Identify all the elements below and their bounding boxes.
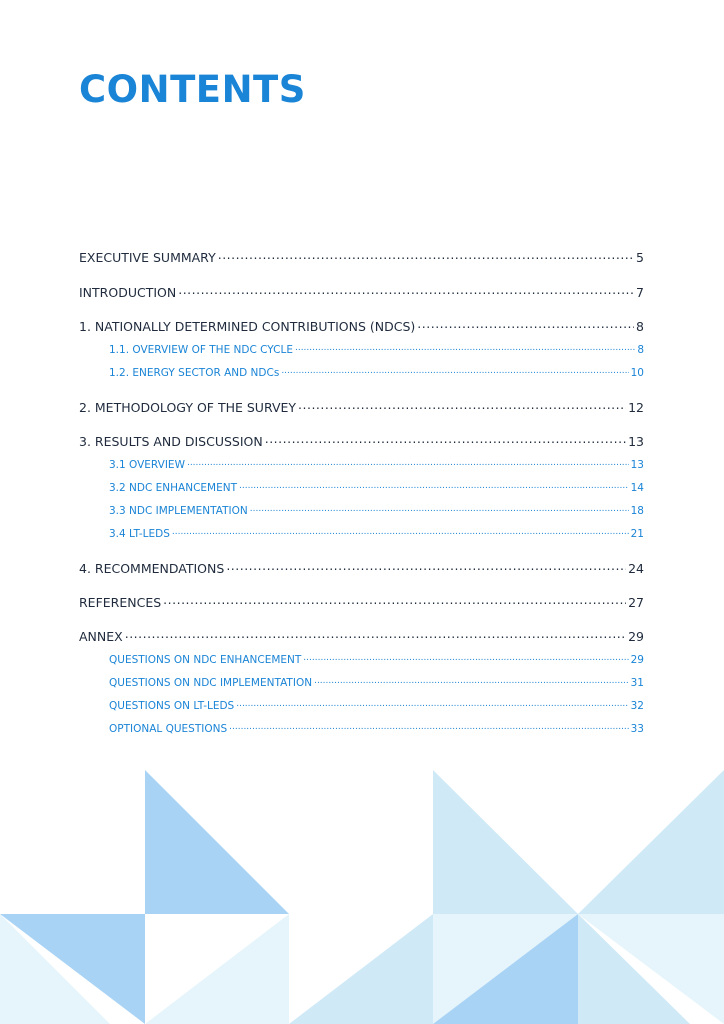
toc-entry-page: 27 <box>628 594 644 610</box>
dot-leader <box>229 721 628 732</box>
toc-entry-page: 12 <box>628 399 644 415</box>
toc-entry-annex[interactable] <box>79 628 644 644</box>
toc-entry-page: 33 <box>630 722 644 735</box>
toc-entry-page: 7 <box>636 284 644 300</box>
toc-subentry-1-1[interactable] <box>109 342 644 356</box>
page-title: CONTENTS <box>79 68 306 111</box>
toc-entry-label: 1.1. OVERVIEW OF THE NDC CYCLE <box>109 343 293 356</box>
toc-entry-page: 5 <box>636 249 644 265</box>
toc-entry-page: 18 <box>630 504 644 517</box>
toc-entry-label: ANNEX <box>79 628 123 644</box>
toc-subentry-3-3[interactable] <box>109 503 644 517</box>
dot-leader <box>298 399 626 412</box>
toc-entry-label: INTRODUCTION <box>79 284 177 300</box>
toc-entry-label: OPTIONAL QUESTIONS <box>109 722 228 735</box>
toc-entry-label: QUESTIONS ON NDC IMPLEMENTATION <box>109 676 313 689</box>
toc-entry-section-3[interactable] <box>79 433 644 449</box>
dot-leader <box>226 560 626 573</box>
toc-entry-references[interactable] <box>79 594 644 610</box>
toc-subentry-3-4[interactable] <box>109 526 644 540</box>
toc-entry-label: 3.1 OVERVIEW <box>109 458 185 471</box>
toc-subentry-annex-implementation[interactable] <box>109 675 644 689</box>
dot-leader <box>163 594 626 607</box>
toc-entry-label: EXECUTIVE SUMMARY <box>79 249 216 265</box>
decorative-triangles <box>0 760 724 1024</box>
toc-entry-label: QUESTIONS ON NDC ENHANCEMENT <box>109 653 302 666</box>
triangle-decoration <box>578 770 724 914</box>
dot-leader <box>250 503 629 514</box>
toc-subentry-3-1[interactable] <box>109 457 644 471</box>
toc-entry-label: QUESTIONS ON LT-LEDS <box>109 699 235 712</box>
toc-subentry-annex-lt-leds[interactable] <box>109 698 644 712</box>
triangle-decoration <box>433 770 578 914</box>
toc-entry-page: 21 <box>630 527 644 540</box>
toc-entry-section-2[interactable] <box>79 399 644 415</box>
toc-subentry-3-2[interactable] <box>109 480 644 494</box>
dot-leader <box>303 652 628 663</box>
toc-entry-page: 10 <box>630 366 644 379</box>
toc-entry-label: 1.2. ENERGY SECTOR AND NDCs <box>109 366 280 379</box>
toc-entry-page: 24 <box>628 560 644 576</box>
toc-entry-page: 14 <box>630 481 644 494</box>
toc-entry-label: REFERENCES <box>79 594 162 610</box>
dot-leader <box>172 526 629 537</box>
toc-entry-section-1[interactable] <box>79 318 644 334</box>
toc-entry-label: 1. NATIONALLY DETERMINED CONTRIBUTIONS (NDCS) <box>79 318 416 334</box>
dot-leader <box>125 628 626 641</box>
toc-entry-label: 2. METHODOLOGY OF THE SURVEY <box>79 399 297 415</box>
toc-entry-executive-summary[interactable] <box>79 249 644 265</box>
toc-entry-introduction[interactable] <box>79 284 644 300</box>
dot-leader <box>178 284 634 297</box>
dot-leader <box>265 433 626 446</box>
toc-entry-label: 3.4 LT-LEDS <box>109 527 170 540</box>
toc-entry-page: 8 <box>636 318 644 334</box>
dot-leader <box>187 457 629 468</box>
toc-entry-page: 32 <box>630 699 644 712</box>
triangle-decoration <box>289 914 433 1024</box>
toc-entry-label: 3.3 NDC IMPLEMENTATION <box>109 504 248 517</box>
triangle-decoration <box>145 770 289 914</box>
toc-entry-section-4[interactable] <box>79 560 644 576</box>
toc-entry-page: 31 <box>630 676 644 689</box>
toc-entry-page: 29 <box>628 628 644 644</box>
toc-entry-label: 3.2 NDC ENHANCEMENT <box>109 481 237 494</box>
toc-subentry-1-2[interactable] <box>109 365 644 379</box>
toc-entry-page: 8 <box>637 343 644 356</box>
triangle-decoration <box>145 914 289 1024</box>
toc-subentry-annex-enhancement[interactable] <box>109 652 644 666</box>
dot-leader <box>236 698 628 709</box>
dot-leader <box>417 318 634 331</box>
toc-entry-label: 3. RESULTS AND DISCUSSION <box>79 433 263 449</box>
toc-entry-page: 29 <box>630 653 644 666</box>
toc-entry-page: 13 <box>628 433 644 449</box>
dot-leader <box>281 365 628 376</box>
toc-subentry-annex-optional[interactable] <box>109 721 644 735</box>
toc-entry-page: 13 <box>630 458 644 471</box>
dot-leader <box>314 675 629 686</box>
dot-leader <box>239 480 629 491</box>
dot-leader <box>218 249 634 262</box>
dot-leader <box>295 342 635 353</box>
toc-entry-label: 4. RECOMMENDATIONS <box>79 560 225 576</box>
